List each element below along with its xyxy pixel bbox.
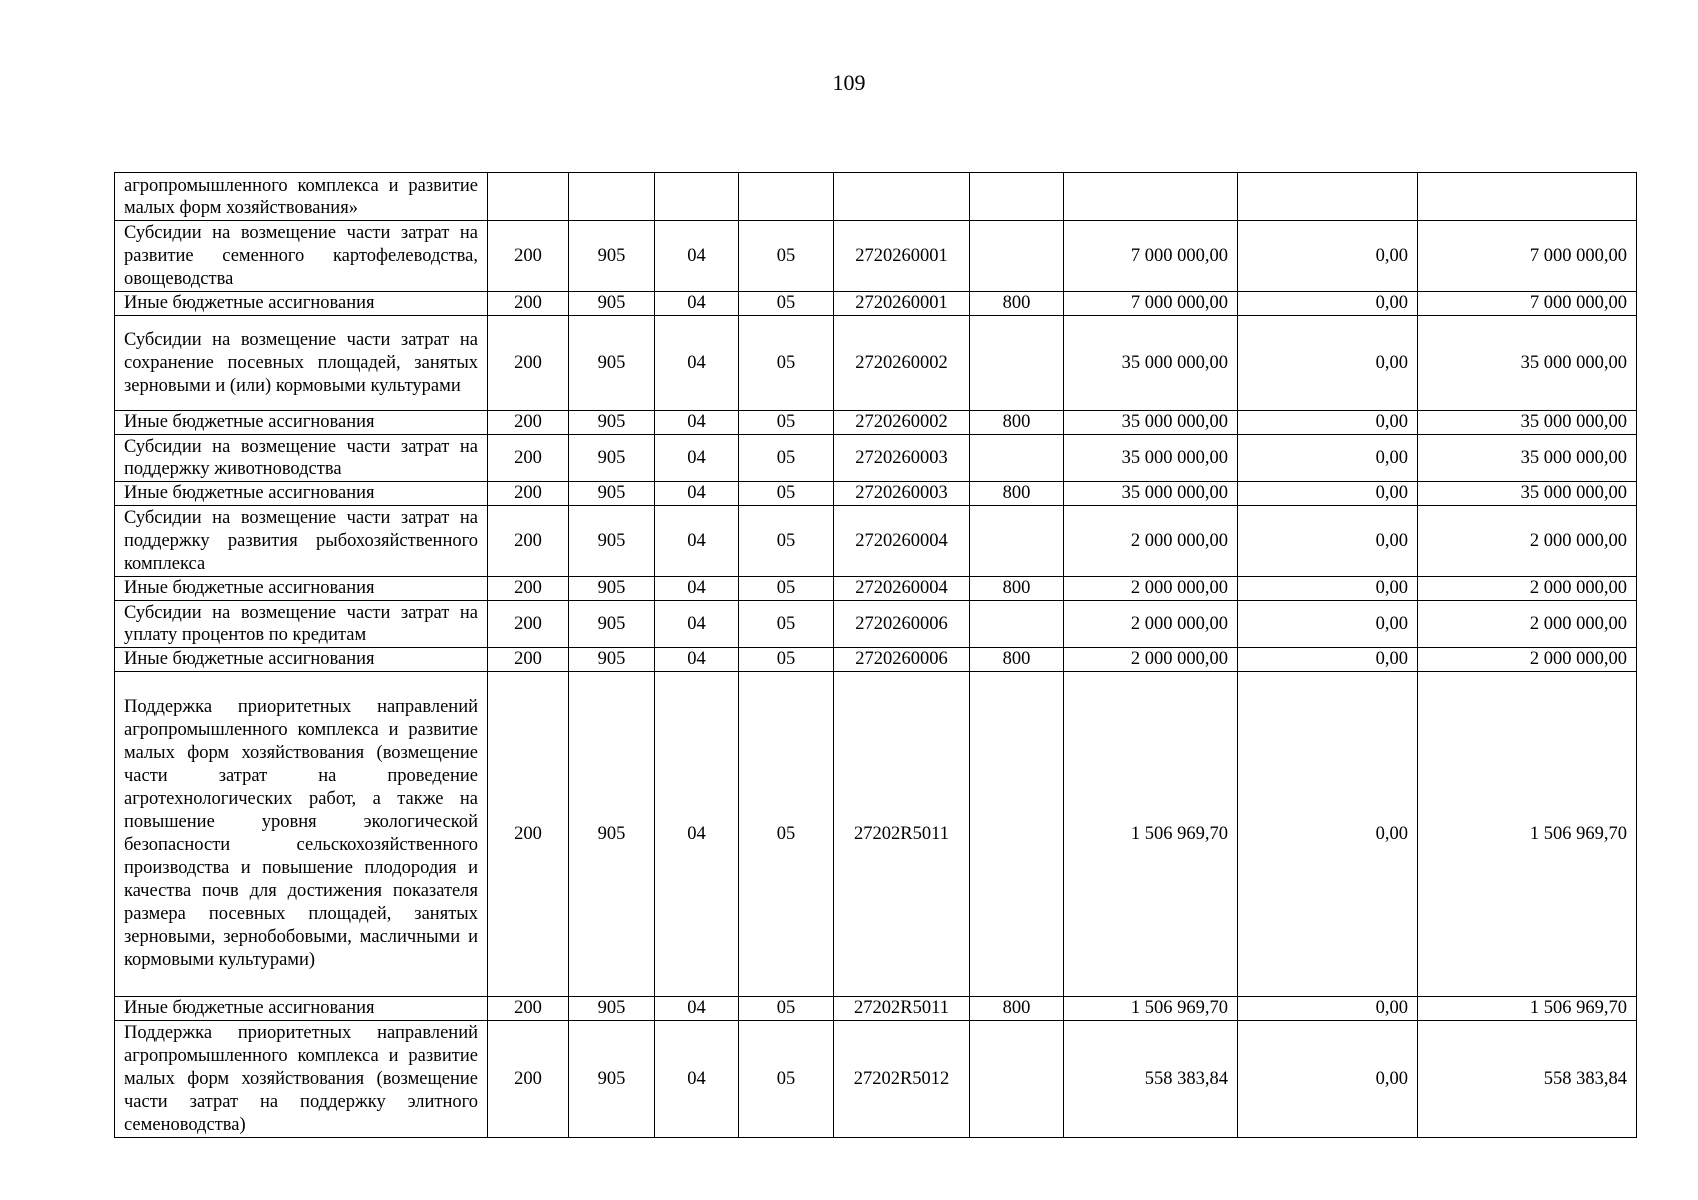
cell-sum-1: 7 000 000,00 bbox=[1064, 221, 1238, 292]
cell-sum-2: 0,00 bbox=[1238, 221, 1418, 292]
cell-sum-2: 0,00 bbox=[1238, 435, 1418, 482]
cell-rz: 04 bbox=[655, 997, 739, 1021]
cell-pr: 05 bbox=[739, 601, 834, 648]
cell-name: агропромышленного комплекса и развитие малых форм хозяйствования» bbox=[115, 173, 488, 221]
cell-glava: 905 bbox=[569, 411, 655, 435]
table-row bbox=[115, 316, 1637, 411]
cell-name: Иные бюджетные ассигнования bbox=[115, 577, 488, 601]
cell-csr: 2720260004 bbox=[834, 577, 970, 601]
cell-rz: 04 bbox=[655, 648, 739, 672]
cell-glava: 905 bbox=[569, 506, 655, 577]
cell-rz: 04 bbox=[655, 577, 739, 601]
cell-sum-3: 2 000 000,00 bbox=[1418, 577, 1637, 601]
cell-pr: 05 bbox=[739, 577, 834, 601]
cell-name: Субсидии на возмещение части затрат на уплату процентов по кредитам bbox=[115, 601, 488, 648]
table-row bbox=[115, 221, 1637, 292]
cell-glava: 905 bbox=[569, 601, 655, 648]
cell-vr: 800 bbox=[970, 482, 1064, 506]
cell-sum-3: 35 000 000,00 bbox=[1418, 482, 1637, 506]
cell-rz: 04 bbox=[655, 1021, 739, 1138]
cell-vr: 800 bbox=[970, 577, 1064, 601]
cell-sum-2: 0,00 bbox=[1238, 577, 1418, 601]
cell-ved: 200 bbox=[488, 316, 569, 411]
cell-pr: 05 bbox=[739, 506, 834, 577]
cell-sum-2: 0,00 bbox=[1238, 411, 1418, 435]
cell-ved: 200 bbox=[488, 577, 569, 601]
cell-name: Иные бюджетные ассигнования bbox=[115, 292, 488, 316]
cell-sum-2 bbox=[1238, 173, 1418, 221]
table-row bbox=[115, 173, 1637, 221]
cell-sum-2: 0,00 bbox=[1238, 997, 1418, 1021]
table-row bbox=[115, 435, 1637, 482]
cell-ved: 200 bbox=[488, 292, 569, 316]
cell-glava: 905 bbox=[569, 997, 655, 1021]
cell-sum-1: 2 000 000,00 bbox=[1064, 577, 1238, 601]
cell-csr: 2720260001 bbox=[834, 292, 970, 316]
cell-ved: 200 bbox=[488, 672, 569, 997]
cell-sum-3: 2 000 000,00 bbox=[1418, 601, 1637, 648]
table-row bbox=[115, 648, 1637, 672]
cell-vr bbox=[970, 435, 1064, 482]
budget-table bbox=[114, 172, 1637, 1138]
cell-pr bbox=[739, 173, 834, 221]
cell-csr: 2720260006 bbox=[834, 648, 970, 672]
cell-rz bbox=[655, 173, 739, 221]
cell-glava: 905 bbox=[569, 482, 655, 506]
cell-sum-3: 2 000 000,00 bbox=[1418, 648, 1637, 672]
table-row bbox=[115, 1021, 1637, 1138]
cell-vr: 800 bbox=[970, 411, 1064, 435]
cell-rz: 04 bbox=[655, 482, 739, 506]
table-row bbox=[115, 577, 1637, 601]
cell-rz: 04 bbox=[655, 292, 739, 316]
cell-sum-2: 0,00 bbox=[1238, 506, 1418, 577]
cell-vr bbox=[970, 601, 1064, 648]
table-row bbox=[115, 482, 1637, 506]
cell-ved bbox=[488, 173, 569, 221]
cell-sum-1: 35 000 000,00 bbox=[1064, 435, 1238, 482]
cell-name: Субсидии на возмещение части затрат на сохранение посевных площадей, занятых зерновыми и (или) кормовыми культурами bbox=[115, 316, 488, 411]
cell-sum-2: 0,00 bbox=[1238, 316, 1418, 411]
cell-pr: 05 bbox=[739, 482, 834, 506]
cell-glava: 905 bbox=[569, 292, 655, 316]
cell-vr bbox=[970, 221, 1064, 292]
cell-ved: 200 bbox=[488, 435, 569, 482]
cell-glava: 905 bbox=[569, 648, 655, 672]
cell-glava: 905 bbox=[569, 672, 655, 997]
cell-sum-3 bbox=[1418, 173, 1637, 221]
cell-vr: 800 bbox=[970, 292, 1064, 316]
cell-pr: 05 bbox=[739, 672, 834, 997]
cell-csr: 2720260001 bbox=[834, 221, 970, 292]
cell-sum-1: 35 000 000,00 bbox=[1064, 482, 1238, 506]
cell-ved: 200 bbox=[488, 482, 569, 506]
cell-glava: 905 bbox=[569, 577, 655, 601]
cell-pr: 05 bbox=[739, 316, 834, 411]
cell-sum-1: 558 383,84 bbox=[1064, 1021, 1238, 1138]
cell-pr: 05 bbox=[739, 648, 834, 672]
cell-csr: 2720260003 bbox=[834, 435, 970, 482]
cell-rz: 04 bbox=[655, 411, 739, 435]
cell-rz: 04 bbox=[655, 221, 739, 292]
table-row bbox=[115, 506, 1637, 577]
table-row bbox=[115, 411, 1637, 435]
cell-csr: 27202R5011 bbox=[834, 672, 970, 997]
cell-sum-1: 2 000 000,00 bbox=[1064, 601, 1238, 648]
cell-glava bbox=[569, 173, 655, 221]
cell-sum-2: 0,00 bbox=[1238, 1021, 1418, 1138]
cell-pr: 05 bbox=[739, 1021, 834, 1138]
cell-vr bbox=[970, 316, 1064, 411]
cell-name: Иные бюджетные ассигнования bbox=[115, 997, 488, 1021]
cell-sum-3: 35 000 000,00 bbox=[1418, 435, 1637, 482]
cell-vr: 800 bbox=[970, 648, 1064, 672]
cell-csr: 27202R5012 bbox=[834, 1021, 970, 1138]
cell-csr: 2720260002 bbox=[834, 316, 970, 411]
cell-csr: 2720260003 bbox=[834, 482, 970, 506]
cell-name: Субсидии на возмещение части затрат на поддержку животноводства bbox=[115, 435, 488, 482]
cell-sum-1: 35 000 000,00 bbox=[1064, 411, 1238, 435]
cell-name: Поддержка приоритетных направлений агропромышленного комплекса и развитие малых форм хозяйствования (возмещение части затрат на проведение агротехнологических работ, а также на повышение уровня экологической безопасности сельскохозяйственного производства и повышение плодородия и качества почв для достижения показателя размера посевных площадей, занятых зерновыми, зернобобовыми, масличными и кормовыми культурами) bbox=[115, 672, 488, 997]
cell-csr: 2720260004 bbox=[834, 506, 970, 577]
cell-sum-3: 7 000 000,00 bbox=[1418, 221, 1637, 292]
cell-sum-3: 35 000 000,00 bbox=[1418, 411, 1637, 435]
cell-sum-2: 0,00 bbox=[1238, 672, 1418, 997]
cell-vr: 800 bbox=[970, 997, 1064, 1021]
cell-glava: 905 bbox=[569, 435, 655, 482]
cell-csr bbox=[834, 173, 970, 221]
table-row bbox=[115, 672, 1637, 997]
cell-csr: 2720260002 bbox=[834, 411, 970, 435]
cell-sum-3: 7 000 000,00 bbox=[1418, 292, 1637, 316]
cell-pr: 05 bbox=[739, 411, 834, 435]
cell-ved: 200 bbox=[488, 221, 569, 292]
cell-pr: 05 bbox=[739, 997, 834, 1021]
cell-sum-1 bbox=[1064, 173, 1238, 221]
cell-ved: 200 bbox=[488, 648, 569, 672]
cell-sum-3: 1 506 969,70 bbox=[1418, 997, 1637, 1021]
cell-vr bbox=[970, 672, 1064, 997]
cell-sum-2: 0,00 bbox=[1238, 482, 1418, 506]
page-number: 109 bbox=[832, 70, 866, 95]
cell-sum-1: 7 000 000,00 bbox=[1064, 292, 1238, 316]
cell-rz: 04 bbox=[655, 435, 739, 482]
cell-sum-1: 2 000 000,00 bbox=[1064, 506, 1238, 577]
cell-sum-2: 0,00 bbox=[1238, 292, 1418, 316]
cell-pr: 05 bbox=[739, 292, 834, 316]
cell-sum-2: 0,00 bbox=[1238, 601, 1418, 648]
cell-rz: 04 bbox=[655, 316, 739, 411]
cell-name: Иные бюджетные ассигнования bbox=[115, 648, 488, 672]
cell-vr bbox=[970, 173, 1064, 221]
cell-name: Иные бюджетные ассигнования bbox=[115, 482, 488, 506]
table-row bbox=[115, 601, 1637, 648]
cell-sum-3: 35 000 000,00 bbox=[1418, 316, 1637, 411]
cell-sum-2: 0,00 bbox=[1238, 648, 1418, 672]
cell-ved: 200 bbox=[488, 1021, 569, 1138]
cell-sum-1: 35 000 000,00 bbox=[1064, 316, 1238, 411]
cell-pr: 05 bbox=[739, 435, 834, 482]
cell-name: Иные бюджетные ассигнования bbox=[115, 411, 488, 435]
cell-csr: 2720260006 bbox=[834, 601, 970, 648]
cell-rz: 04 bbox=[655, 672, 739, 997]
cell-sum-1: 2 000 000,00 bbox=[1064, 648, 1238, 672]
cell-name: Субсидии на возмещение части затрат на поддержку развития рыбохозяйственного комплекса bbox=[115, 506, 488, 577]
cell-sum-3: 558 383,84 bbox=[1418, 1021, 1637, 1138]
cell-rz: 04 bbox=[655, 601, 739, 648]
cell-rz: 04 bbox=[655, 506, 739, 577]
cell-sum-1: 1 506 969,70 bbox=[1064, 997, 1238, 1021]
table-row bbox=[115, 997, 1637, 1021]
cell-sum-1: 1 506 969,70 bbox=[1064, 672, 1238, 997]
cell-name: Поддержка приоритетных направлений агропромышленного комплекса и развитие малых форм хозяйствования (возмещение части затрат на поддержку элитного семеноводства) bbox=[115, 1021, 488, 1138]
cell-pr: 05 bbox=[739, 221, 834, 292]
cell-vr bbox=[970, 506, 1064, 577]
cell-sum-3: 2 000 000,00 bbox=[1418, 506, 1637, 577]
cell-ved: 200 bbox=[488, 506, 569, 577]
cell-vr bbox=[970, 1021, 1064, 1138]
cell-csr: 27202R5011 bbox=[834, 997, 970, 1021]
cell-glava: 905 bbox=[569, 1021, 655, 1138]
cell-ved: 200 bbox=[488, 411, 569, 435]
cell-ved: 200 bbox=[488, 997, 569, 1021]
cell-ved: 200 bbox=[488, 601, 569, 648]
table-row bbox=[115, 292, 1637, 316]
cell-name: Субсидии на возмещение части затрат на развитие семенного картофелеводства, овощеводства bbox=[115, 221, 488, 292]
cell-sum-3: 1 506 969,70 bbox=[1418, 672, 1637, 997]
cell-glava: 905 bbox=[569, 221, 655, 292]
cell-glava: 905 bbox=[569, 316, 655, 411]
